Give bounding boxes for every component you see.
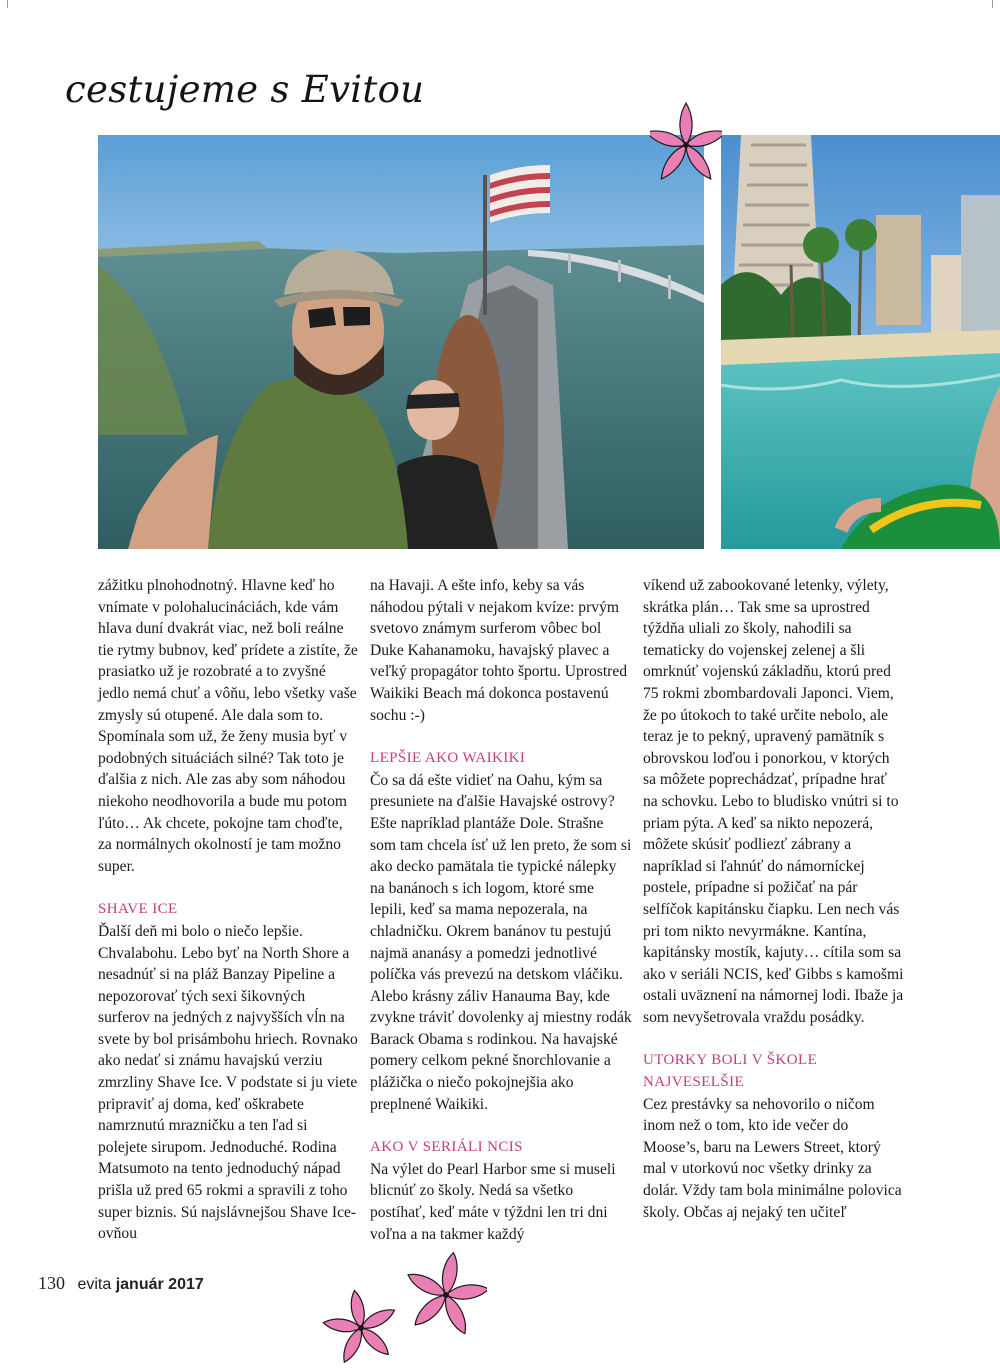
text-column-3: [643, 575, 905, 1223]
flower-decoration-bottom-right: [405, 1250, 487, 1340]
subheading-utorky: UTORKY BOLI V ŠKOLE NAJVESELŠIE: [643, 1052, 818, 1091]
text-column-1: [98, 575, 360, 1245]
subheading-ako-v-seriali-ncis: AKO V SERIÁLI NCIS: [370, 1139, 523, 1156]
magazine-name: evita: [77, 1276, 112, 1293]
page-footer: [38, 1273, 204, 1294]
paragraph: Čo sa dá ešte vidieť na Oahu, kým sa presuniete na ďalšie Havajské ostrovy? Ešte napríklad plantáže Dole. Strašne som tam chcela ísť už len preto, že som si ako decko pamätala tie typické nálepky na banánoch s ich logom, ktoré sme lepili, keď sa mama nepozerala, na chladničku. Okrem banánov tu pestujú najmä ananásy a pomedzi jednotlivé políčka vás prevezú na detskom vláčiku. Alebo krásny záliv Hanauma Bay, kde zvykne tráviť dovolenky aj miestny rodák Barack Obama s rodinkou. Na havajské pomery celkom pekné šnorchlovanie a plážička o niečo pokojnejšia ako preplnené Waikiki.: [370, 771, 632, 1113]
page-number: 130: [38, 1273, 65, 1293]
waikiki-beach-photo: [721, 135, 1000, 549]
crop-mark-left: [7, 0, 8, 8]
paragraph: Ďalší deň mi bolo o niečo lepšie. Chvalabohu. Lebo byť na North Shore a nesadnúť si na pláž Banzay Pipeline a nepozorovať tých sexi šikovných surferov na jedných z najvyšších vĺn na svete by bol prisámbohu hriech. Rovnako ako nedať si známu havajskú verziu zmrzliny Shave Ice. V podstate si ju viete pripraviť aj doma, keď oškrabete namrznutú mrazničku a ten ľad si polejete sirupom. Jednoduché. Rodina Matsumoto na tento jednoduchý nápad prišla už pred 65 rokmi a spravili z toho super biznis. Sú najslávnejšou Shave Ice-ovňou: [98, 922, 358, 1243]
paragraph: zážitku plnohodnotný. Hlavne keď ho vnímate v polohalucináciách, kde vám hlava duní dvakrát viac, než boli reálne tie rytmy bubnov, keď prídete a zistíte, že prasiatko už je rozobraté a to zvyšné jedlo nemá chuť a vôňu, lebo všetky vaše zmysly sú otupené. Ale dala som to. Spomínala som už, že ženy musia byť v podobných situáciách silné? Tak toto je ďalšia z nich. Ale zas aby som náhodou niekoho neodhovorila a bude mu potom ľúto… Ak chcete, pokojne tam choďte, za normálnych okolností je tam možno super.: [98, 577, 358, 875]
paragraph: Na výlet do Pearl Harbor sme si museli blicnúť zo školy. Nedá sa všetko postíhať, keď máte v týždni len tri dni voľna a na takmer každý: [370, 1160, 616, 1243]
section-title: cestujeme s Evitou: [65, 68, 425, 111]
flower-decoration-bottom-left: [322, 1288, 400, 1368]
crop-mark-right: [992, 0, 993, 8]
paragraph: víkend už zabookované letenky, výlety, skrátka plán… Tak sme sa uprostred týždňa uliali zo školy, nahodili sa tematicky do vojenskej zelenej a šli omrknúť vojenskú základňu, ktorú pred 75 rokmi zbombardovali Japonci. Viem, že po útokoch to také určite nebolo, ale teraz je to pekný, upravený pamätník s obrovskou loďou i ponorkou, v ktorých sa môžete poprechádzať, prípadne hrať na schovku. Lebo to bludisko vnútri si to priam pýta. A keď sa nikto nepozerá, môžete skúsiť podliezť zábrany a napríklad si ľahnúť do námorníckej postele, prípadne si požičať na pár selfíčok kapitánsku čiapku. Len nech vás pri tom nikto nevyrmákne. Kantína, kapitánsky mostík, kajuty… cítila som sa ako v seriáli NCIS, keď Gibbs s kamošmi ostali uväznení na námornej lodi. Ibaže ja som nevyšetrovala vraždu posádky.: [643, 577, 904, 1026]
paragraph: na Havaji. A ešte info, keby sa vás náhodou pýtali v nejakom kvíze: prvým svetovo známym surferom vôbec bol Duke Kahanamoku, havajský plavec a veľký propagátor tohto športu. Uprostred Waikiki Beach má dokonca postavenú sochu :-): [370, 577, 628, 724]
flower-decoration-top: [650, 100, 722, 190]
subheading-shave-ice: SHAVE ICE: [98, 901, 178, 918]
paragraph: Cez prestávky sa nehovorilo o ničom inom než o tom, kto ide večer do Moose’s, baru na Lewers Street, ktorý mal v utorkovú noc všetky drinky za dolár. Vždy tam bola minimálne polovica školy. Občas aj nejaký ten učiteľ: [643, 1095, 902, 1221]
text-column-2: [370, 575, 632, 1245]
subheading-lepsie-ako-waikiki: LEPŠIE AKO WAIKIKI: [370, 750, 526, 767]
submarine-selfie-photo: [98, 135, 704, 549]
issue-date: január 2017: [115, 1276, 204, 1293]
